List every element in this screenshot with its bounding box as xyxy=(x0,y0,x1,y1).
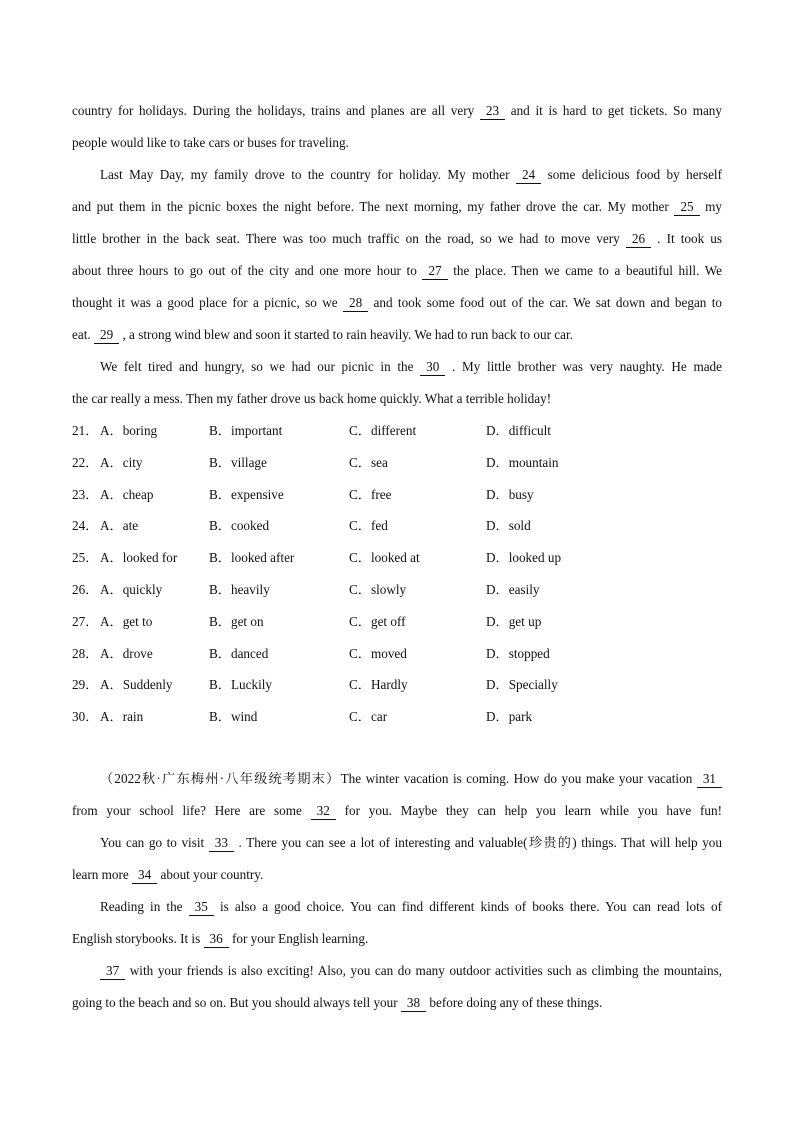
option-c: C．moved xyxy=(349,645,407,661)
blank-25: 25 xyxy=(674,199,699,216)
option-d: D．looked up xyxy=(486,550,562,566)
option-d: D．park xyxy=(486,709,533,725)
option-a: A．Suddenly xyxy=(100,677,173,693)
option-a: A．drove xyxy=(100,645,153,661)
option-b: B．wind xyxy=(209,709,258,725)
option-row: 27． A．get to B．get on C．get off D．get up xyxy=(72,606,722,638)
option-row: 29． A．Suddenly B．Luckily C．Hardly D．Specially xyxy=(72,669,722,701)
passage2-line-5: Reading in the 35 is also a good choice. You can find different kinds of books there. You can read lots of xyxy=(100,898,722,914)
option-row: 25． A．looked for B．looked after C．looked at D．looked up xyxy=(72,542,722,574)
option-a: A．ate xyxy=(100,518,139,534)
option-d: D．stopped xyxy=(486,645,550,661)
option-c: C．car xyxy=(349,709,388,725)
passage1-line-3: Last May Day, my family drove to the country for holiday. My mother 24 some delicious food by herself xyxy=(100,167,722,182)
passage2-line-6: English storybooks. It is 36 for your English learning. xyxy=(72,930,369,946)
passage1-line-7: thought it was a good place for a picnic, so we 28 and took some food out of the car. We sat down and began to xyxy=(72,295,723,310)
option-c: C．different xyxy=(349,423,417,438)
passage1-line-2: people would like to take cars or buses for traveling. xyxy=(72,135,349,150)
option-a: A．quickly xyxy=(100,581,163,597)
document-page xyxy=(72,95,722,1019)
option-row: 21． A．boring B．important C．different D．difficult xyxy=(72,415,722,447)
blank-33: 33 xyxy=(209,835,234,852)
option-a: A．looked for xyxy=(100,550,178,566)
blank-27: 27 xyxy=(422,263,447,280)
option-a: A．boring xyxy=(100,423,158,438)
passage2-line-3: You can go to visit 33 . There you can see a lot of interesting and valuable(珍贵的) things. That will help you xyxy=(100,834,722,850)
option-c: C．get off xyxy=(349,613,406,629)
passage1-line-9: We felt tired and hungry, so we had our picnic in the 30 . My little brother was very naughty. He made xyxy=(100,359,722,374)
passage2-line-7: 37 with your friends is also exciting! Also, you can do many outdoor activities such as climbing the mountains, xyxy=(72,955,722,987)
option-d: D．Specially xyxy=(486,677,558,693)
blank-37: 37 xyxy=(100,963,125,980)
blank-32: 32 xyxy=(311,803,336,820)
option-row: 24． A．ate B．cooked C．fed D．sold xyxy=(72,510,722,542)
option-row: 26． A．quickly B．heavily C．slowly D．easily xyxy=(72,574,722,606)
option-d: D．sold xyxy=(486,518,531,534)
option-a: A．rain xyxy=(100,709,144,725)
option-row: 30． A．rain B．wind C．car D．park xyxy=(72,701,722,733)
blank-26: 26 xyxy=(626,231,651,248)
option-a: A．cheap xyxy=(100,486,154,502)
option-c: C．looked at xyxy=(349,550,420,566)
passage1-line-5: little brother in the back seat. There was too much traffic on the road, so we had to move very 26 . It took us xyxy=(72,231,723,246)
option-c: C．sea xyxy=(349,454,388,470)
passage1-line-4: and put them in the picnic boxes the night before. The next morning, my father drove the car. My mother 25 my xyxy=(72,199,722,214)
passage1-line-1: country for holidays. During the holidays, trains and planes are all very 23 and it is hard to get tickets. So many xyxy=(72,103,722,118)
section-gap xyxy=(72,733,722,763)
blank-31: 31 xyxy=(697,771,722,788)
passage1-line-6: about three hours to go out of the city and one more hour to 27 the place. Then we came to a beautiful hill. We xyxy=(72,263,722,278)
option-c: C．slowly xyxy=(349,581,407,597)
blank-23: 23 xyxy=(480,103,505,120)
option-b: B．Luckily xyxy=(209,677,273,693)
option-d: D．get up xyxy=(486,613,542,629)
option-b: B．get on xyxy=(209,613,264,629)
option-row: 28． A．drove B．danced C．moved D．stopped xyxy=(72,638,722,670)
option-d: D．easily xyxy=(486,581,540,597)
passage1-line-8: eat. 29 , a strong wind blew and soon it started to rain heavily. We had to run back to our car. xyxy=(72,327,573,342)
option-b: B．cooked xyxy=(209,518,270,534)
option-row: 22． A．city B．village C．sea D．mountain xyxy=(72,447,722,479)
blank-34: 34 xyxy=(132,867,157,884)
option-c: C．Hardly xyxy=(349,677,408,693)
passage1-line-10: the car really a mess. Then my father drove us back home quickly. What a terrible holiday! xyxy=(72,391,552,406)
option-b: B．danced xyxy=(209,645,269,661)
blank-29: 29 xyxy=(94,327,119,344)
passage2-line-4: learn more 34 about your country. xyxy=(72,866,264,882)
option-a: A．get to xyxy=(100,613,153,629)
blank-38: 38 xyxy=(401,995,426,1012)
option-b: B．village xyxy=(209,454,267,470)
passage2-line-8: going to the beach and so on. But you should always tell your 38 before doing any of these things. xyxy=(72,994,603,1010)
option-d: D．difficult xyxy=(486,423,551,438)
option-b: B．expensive xyxy=(209,486,284,502)
option-b: B．looked after xyxy=(209,550,295,566)
option-c: C．free xyxy=(349,486,392,502)
options-list xyxy=(72,415,722,733)
option-b: B．important xyxy=(209,423,283,438)
passage2-line-2: from your school life? Here are some 32 for you. Maybe they can help you learn while you have fun! xyxy=(72,802,723,818)
option-c: C．fed xyxy=(349,518,388,534)
passage2-line-1: （2022秋·广东梅州·八年级统考期末）The winter vacation is coming. How do you make your vacation 31 xyxy=(72,763,722,795)
option-b: B．heavily xyxy=(209,581,270,597)
option-row: 23． A．cheap B．expensive C．free D．busy xyxy=(72,479,722,511)
blank-30: 30 xyxy=(420,359,445,376)
blank-24: 24 xyxy=(516,167,541,184)
blank-36: 36 xyxy=(204,931,229,948)
blank-28: 28 xyxy=(343,295,368,312)
option-a: A．city xyxy=(100,454,143,470)
blank-35: 35 xyxy=(189,899,214,916)
option-d: D．busy xyxy=(486,486,534,502)
option-d: D．mountain xyxy=(486,454,559,470)
